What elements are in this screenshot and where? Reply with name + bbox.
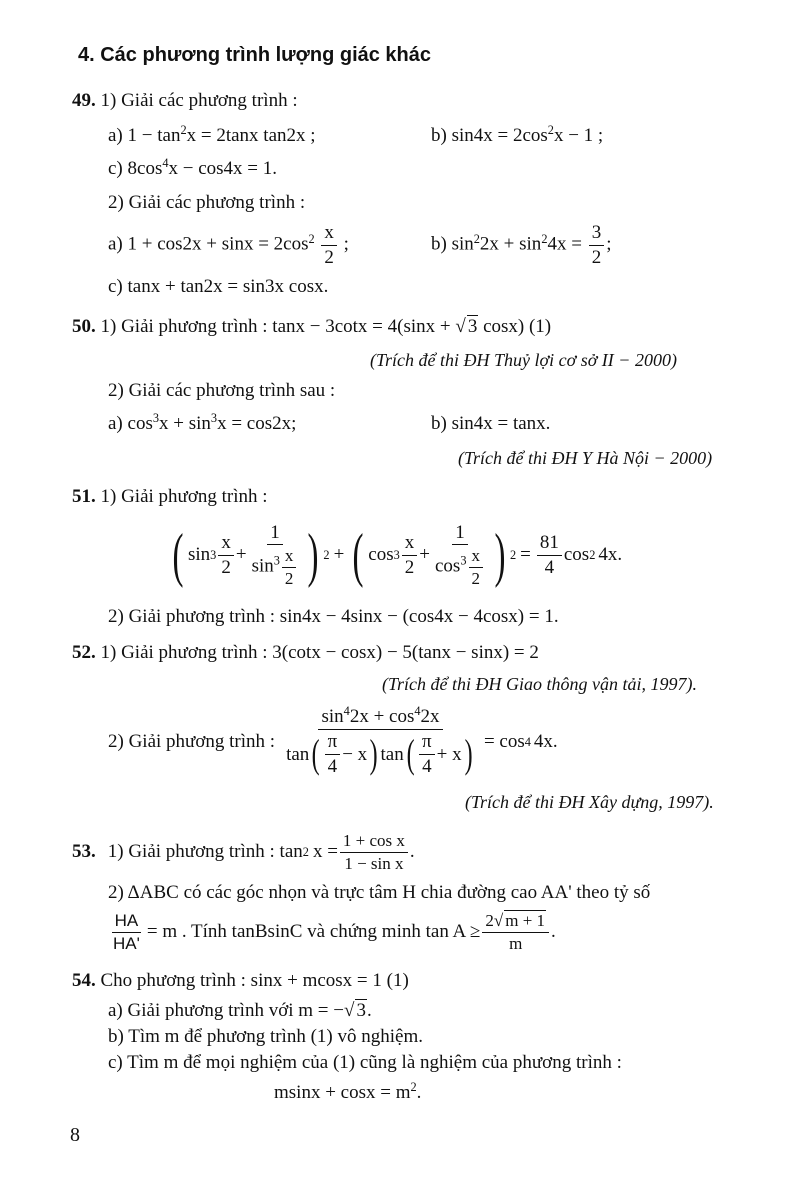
numerator: x <box>321 222 337 246</box>
problem-49-b2 <box>431 222 611 269</box>
problem-50-q2: 2) Giải các phương trình sau : <box>108 380 336 401</box>
text: cos <box>563 544 590 566</box>
text: ; <box>606 233 612 255</box>
text: . <box>366 1000 372 1021</box>
sqrt-value: 3 <box>356 1000 366 1021</box>
text: = m . Tính tanBsinC và chứng minh tan A ≥ <box>146 921 481 943</box>
text: = <box>520 544 531 566</box>
text: tan <box>286 743 310 765</box>
fraction <box>589 222 605 269</box>
sqrt-sign: √ <box>493 910 504 930</box>
sup: 4 <box>414 704 421 719</box>
text: = cos <box>483 731 525 753</box>
sup: 2 <box>180 123 187 138</box>
problem-50-a <box>108 413 296 435</box>
text: Cho phương trình : sinx + mcosx = 1 (1) <box>100 970 409 991</box>
paren: ( <box>352 522 364 588</box>
sup: 2 <box>473 231 480 246</box>
problem-51-q2: 2) Giải phương trình : sin4x − 4sinx − (cos4x − 4cosx) = 1. <box>108 606 559 627</box>
denominator <box>432 545 488 588</box>
sqrt-value: 3 <box>467 316 478 337</box>
problem-54-q <box>72 970 409 992</box>
text: 2 <box>485 910 494 930</box>
problem-49-c2: c) tanx + tan2x = sin3x cosx. <box>108 276 329 297</box>
numerator: π <box>325 731 341 755</box>
text: 1) Giải phương trình : tanx − 3cotx = 4(sinx + <box>100 316 456 337</box>
fraction <box>482 911 549 953</box>
text: x = 2tanx tan2x ; <box>186 125 316 146</box>
problem-53-q2-cont <box>108 906 556 958</box>
text: x = cos2x; <box>217 413 297 434</box>
denominator: m <box>509 933 523 953</box>
numerator: 3 <box>589 222 605 246</box>
numerator: 1 <box>267 522 283 546</box>
text: x − cos4x = 1. <box>168 158 278 179</box>
sup: 2 <box>541 231 548 246</box>
paren: ) <box>464 731 473 777</box>
problem-number: 53. <box>72 841 96 863</box>
numerator <box>318 706 442 730</box>
problem-54-c: c) Tìm m để mọi nghiệm của (1) cũng là nghiệm của phương trình : <box>108 1052 622 1073</box>
text: 4x. <box>533 731 558 753</box>
problem-51-equation: ( sin 3 $\frac{x}{2}$ + 1 $\sin^3$ $\frac{x}{2}$ ) 2 + ( cos 3 $\frac{x}{2}$ + 1 $\cos^3$ $\frac{x}{2}$ ) 2 = $\frac{81}{4}$ cos 2 4x. <box>172 521 623 588</box>
text: 4x. <box>598 544 623 566</box>
problem-49-a1 <box>108 125 316 147</box>
text: a) 1 + cos2x + sinx = 2cos <box>108 233 309 255</box>
text: 1) Giải các phương trình : <box>100 90 298 111</box>
sup: 2 <box>547 123 554 138</box>
text: + x <box>436 743 462 765</box>
text: . <box>409 841 415 863</box>
denominator: HA' <box>113 933 140 953</box>
sup: 3 <box>210 411 218 426</box>
problem-54-equation <box>274 1082 421 1104</box>
paren: ( <box>311 731 320 777</box>
problem-49-a2 <box>108 222 349 269</box>
sup: 3 <box>273 554 280 568</box>
problem-49-c1 <box>108 158 277 180</box>
text: x + sin <box>159 413 211 434</box>
citation: (Trích để thi ĐH Xây dựng, 1997). <box>465 792 714 812</box>
numerator: π <box>419 731 435 755</box>
denominator: 4 <box>327 755 338 777</box>
sup: 3 <box>152 411 160 426</box>
fraction <box>340 831 408 873</box>
problem-number: 52. <box>72 642 96 663</box>
text: 4x = <box>547 233 582 255</box>
numerator: x <box>469 546 484 568</box>
fraction <box>469 546 484 588</box>
text: + <box>235 544 247 566</box>
text: sin <box>321 706 344 728</box>
numerator <box>482 911 549 933</box>
problem-51-q1 <box>72 486 268 508</box>
numerator: 1 + cos x <box>340 831 408 853</box>
fraction <box>282 546 297 588</box>
fraction <box>402 532 418 579</box>
text: a) cos <box>108 413 153 434</box>
text: ; <box>343 233 349 255</box>
text: 1) Giải phương trình : <box>100 486 268 507</box>
problem-54-b: b) Tìm m để phương trình (1) vô nghiệm. <box>108 1026 423 1047</box>
sup: 2 <box>308 231 315 246</box>
problem-49-b1 <box>431 125 603 147</box>
text: a) 1 − tan <box>108 125 181 146</box>
denominator <box>283 730 478 778</box>
text: a) Giải phương trình với m = − <box>108 1000 344 1021</box>
sup: 4 <box>162 156 169 171</box>
fraction <box>432 522 488 589</box>
denominator: 2 <box>284 568 294 588</box>
paren: ) <box>369 731 378 777</box>
sqrt-sign: √ <box>455 316 466 337</box>
text: 1) Giải phương trình : 3(cotx − cosx) − 5(tanx − sinx) = 2 <box>100 642 539 663</box>
fraction <box>537 532 562 579</box>
denominator: 1 − sin x <box>344 853 404 873</box>
paren: ( <box>172 522 184 588</box>
denominator <box>249 545 302 588</box>
text: cos <box>435 555 461 577</box>
problem-number: 51. <box>72 486 96 507</box>
denominator: 4 <box>544 556 555 578</box>
problem-52-q1 <box>72 642 539 664</box>
problem-number: 50. <box>72 316 96 337</box>
text: x = <box>312 841 338 863</box>
text: 2) Giải phương trình : <box>108 731 276 753</box>
paren: ) <box>307 522 319 588</box>
denominator: 2 <box>471 568 480 588</box>
text: 2x + cos <box>349 706 415 728</box>
text: b) sin <box>431 233 474 255</box>
paren: ( <box>406 731 415 777</box>
problem-49-q1 <box>72 90 298 112</box>
sup: 2 <box>410 1080 417 1095</box>
section-title: 4. Các phương trình lượng giác khác <box>78 44 432 66</box>
text: tan <box>380 743 404 765</box>
fraction <box>218 532 234 579</box>
text: cosx) (1) <box>478 316 552 337</box>
numerator: 81 <box>537 532 562 556</box>
fraction <box>325 731 341 778</box>
citation: (Trích để thi ĐH Y Hà Nội − 2000) <box>458 448 713 468</box>
sqrt-sign: √ <box>344 1000 355 1021</box>
text: . <box>416 1082 422 1103</box>
paren: ) <box>494 522 506 588</box>
fraction <box>419 731 435 778</box>
text: 1) Giải phương trình : tan <box>107 841 303 863</box>
problem-53-q1: 53. 1) Giải phương trình : tan 2 x = $\frac{\text{1 + cos x}}{\text{1 − sin x}}$ . <box>72 830 415 873</box>
citation: (Trích để thi ĐH Giao thông vận tải, 1997). <box>382 674 697 694</box>
text: + <box>419 544 430 566</box>
text: sin <box>187 544 211 566</box>
numerator: x <box>282 546 297 568</box>
denominator: 2 <box>404 556 415 578</box>
fraction <box>321 222 337 269</box>
denominator: 2 <box>221 556 231 578</box>
text: sin <box>251 555 274 577</box>
fraction <box>283 706 478 778</box>
page-number: 8 <box>70 1124 80 1146</box>
sup: 3 <box>460 554 467 568</box>
text: 2x + sin <box>479 233 542 255</box>
problem-number: 54. <box>72 970 96 991</box>
text: 2x <box>420 706 440 728</box>
sup: 4 <box>343 704 350 719</box>
problem-50-q1 <box>72 316 551 338</box>
sqrt-value: m + 1 <box>505 910 546 930</box>
text: + <box>333 544 345 566</box>
problem-number: 49. <box>72 90 96 111</box>
numerator: HA <box>112 911 142 933</box>
fraction <box>249 522 302 589</box>
citation: (Trích để thi ĐH Thuỷ lợi cơ sở II − 2000) <box>370 350 677 370</box>
text: − x <box>342 743 368 765</box>
text: . <box>551 921 556 943</box>
fraction <box>110 911 143 953</box>
denominator: 2 <box>324 246 334 268</box>
denominator: 2 <box>591 246 602 268</box>
numerator: 1 <box>452 522 468 546</box>
numerator: x <box>402 532 418 556</box>
problem-53-q2: 2) ΔABC có các góc nhọn và trực tâm H chia đường cao AA' theo tỷ số <box>108 882 651 903</box>
text: c) 8cos <box>108 158 163 179</box>
text: msinx + cosx = m <box>274 1082 411 1103</box>
denominator: 4 <box>422 755 432 777</box>
numerator: x <box>218 532 234 556</box>
text: x − 1 ; <box>553 125 604 146</box>
problem-52-q2: 2) Giải phương trình : $\sin^42x + \cos^42x$ tan ( $\frac{\pi}{4}$ − x ) tan ( $\frac{\pi}{4}$ + x ) = cos 4 4x. <box>108 704 558 777</box>
text: b) sin4x = 2cos <box>431 125 548 146</box>
problem-50-b: b) sin4x = tanx. <box>431 413 551 434</box>
problem-54-a <box>108 1000 372 1022</box>
problem-49-q2: 2) Giải các phương trình : <box>108 192 306 213</box>
text: cos <box>368 544 394 566</box>
